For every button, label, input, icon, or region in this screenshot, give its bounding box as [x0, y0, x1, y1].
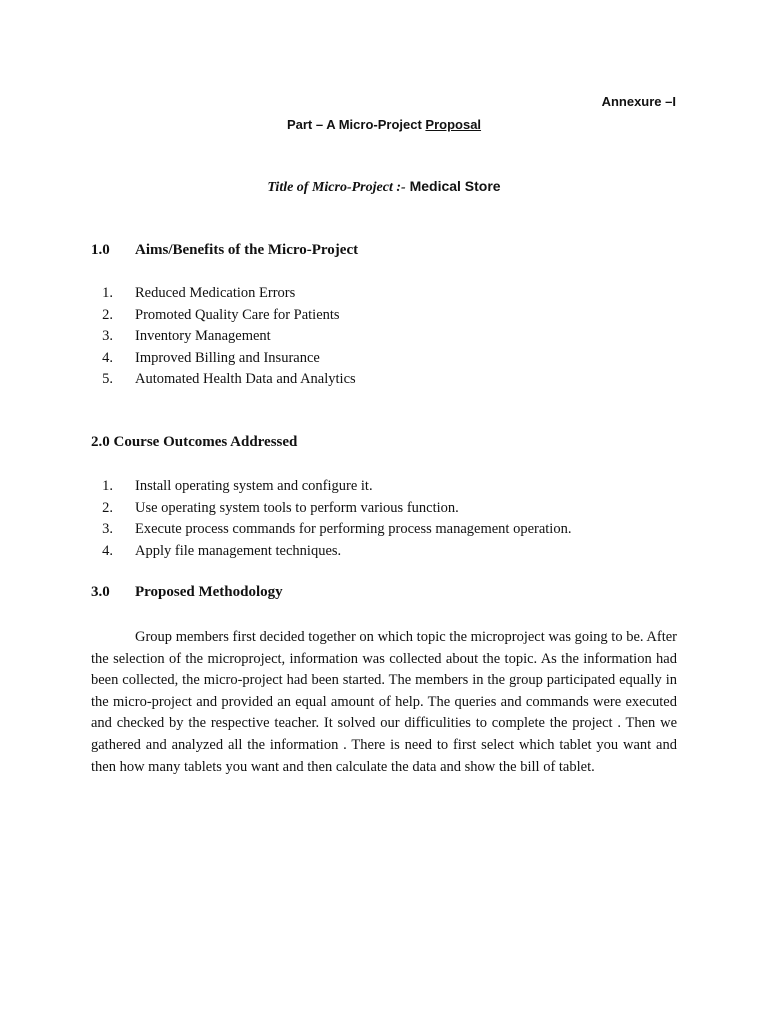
list-item: [91, 283, 356, 305]
section-number: 3.0: [91, 584, 110, 600]
list-item-number: 4.: [102, 542, 113, 559]
list-item-number: 3.: [102, 521, 113, 537]
list-item: [91, 541, 571, 563]
project-title: [0, 178, 768, 196]
list-item-number: 1.: [102, 478, 113, 494]
list-item-text: Apply file management techniques.: [135, 542, 342, 559]
part-title: [0, 117, 768, 132]
list-item: [91, 498, 571, 520]
list-item: [91, 369, 356, 391]
annexure-label: Annexure –I: [601, 94, 676, 109]
section-heading-outcomes: [91, 434, 297, 451]
project-title-label: Title of Micro-Project :-: [267, 180, 406, 195]
aims-list: [91, 283, 356, 391]
list-item-number: 2.: [102, 499, 113, 516]
list-item-text: Promoted Quality Care for Patients: [135, 306, 340, 323]
section-number: 2.0: [91, 434, 110, 450]
outcomes-list: [91, 476, 571, 562]
list-item: [91, 519, 571, 541]
section-heading-aims: [91, 242, 358, 259]
section-title: Aims/Benefits of the Micro-Project: [135, 242, 359, 258]
list-item-text: Improved Billing and Insurance: [135, 349, 320, 366]
list-item-text: Inventory Management: [135, 328, 271, 344]
list-item: [91, 348, 356, 370]
section-title: Proposed Methodology: [135, 584, 283, 600]
list-item-number: 5.: [102, 371, 113, 387]
list-item-text: Automated Health Data and Analytics: [135, 371, 356, 387]
list-item: [91, 326, 356, 348]
list-item-number: 2.: [102, 306, 113, 323]
list-item-text: Use operating system tools to perform various function.: [135, 499, 459, 516]
list-item-number: 3.: [102, 328, 113, 344]
list-item-text: Reduced Medication Errors: [135, 285, 296, 301]
list-item-text: Execute process commands for performing process management operation.: [135, 521, 572, 537]
list-item-number: 4.: [102, 349, 113, 366]
list-item: [91, 476, 571, 498]
part-title-underlined: Proposal: [425, 117, 482, 132]
list-item-text: Install operating system and configure it.: [135, 478, 373, 494]
section-number: 1.0: [91, 242, 110, 258]
part-title-prefix: Part – A Micro-Project: [286, 117, 426, 132]
section-title: Course Outcomes Addressed: [113, 434, 298, 450]
methodology-paragraph: Group members first decided together on which topic the microproject was going to be. After the selection of the microproject, information was collected about the topic. As the information had been collected, the micro-project had been started. The members in the group participated equally in the micro-project and provided an equal amount of help. The queries and commands were executed and checked by the respective teacher. It solved our difficulities to complete the project . Then we gathered and analyzed all the information . There is need to first select which tablet you want and then how many tablets you want and then calculate the data and show the bill of tablet.: [91, 629, 677, 775]
project-title-value: Medical Store: [409, 178, 501, 194]
list-item: [91, 305, 356, 327]
list-item-number: 1.: [102, 285, 113, 301]
section-heading-methodology: [91, 584, 283, 601]
